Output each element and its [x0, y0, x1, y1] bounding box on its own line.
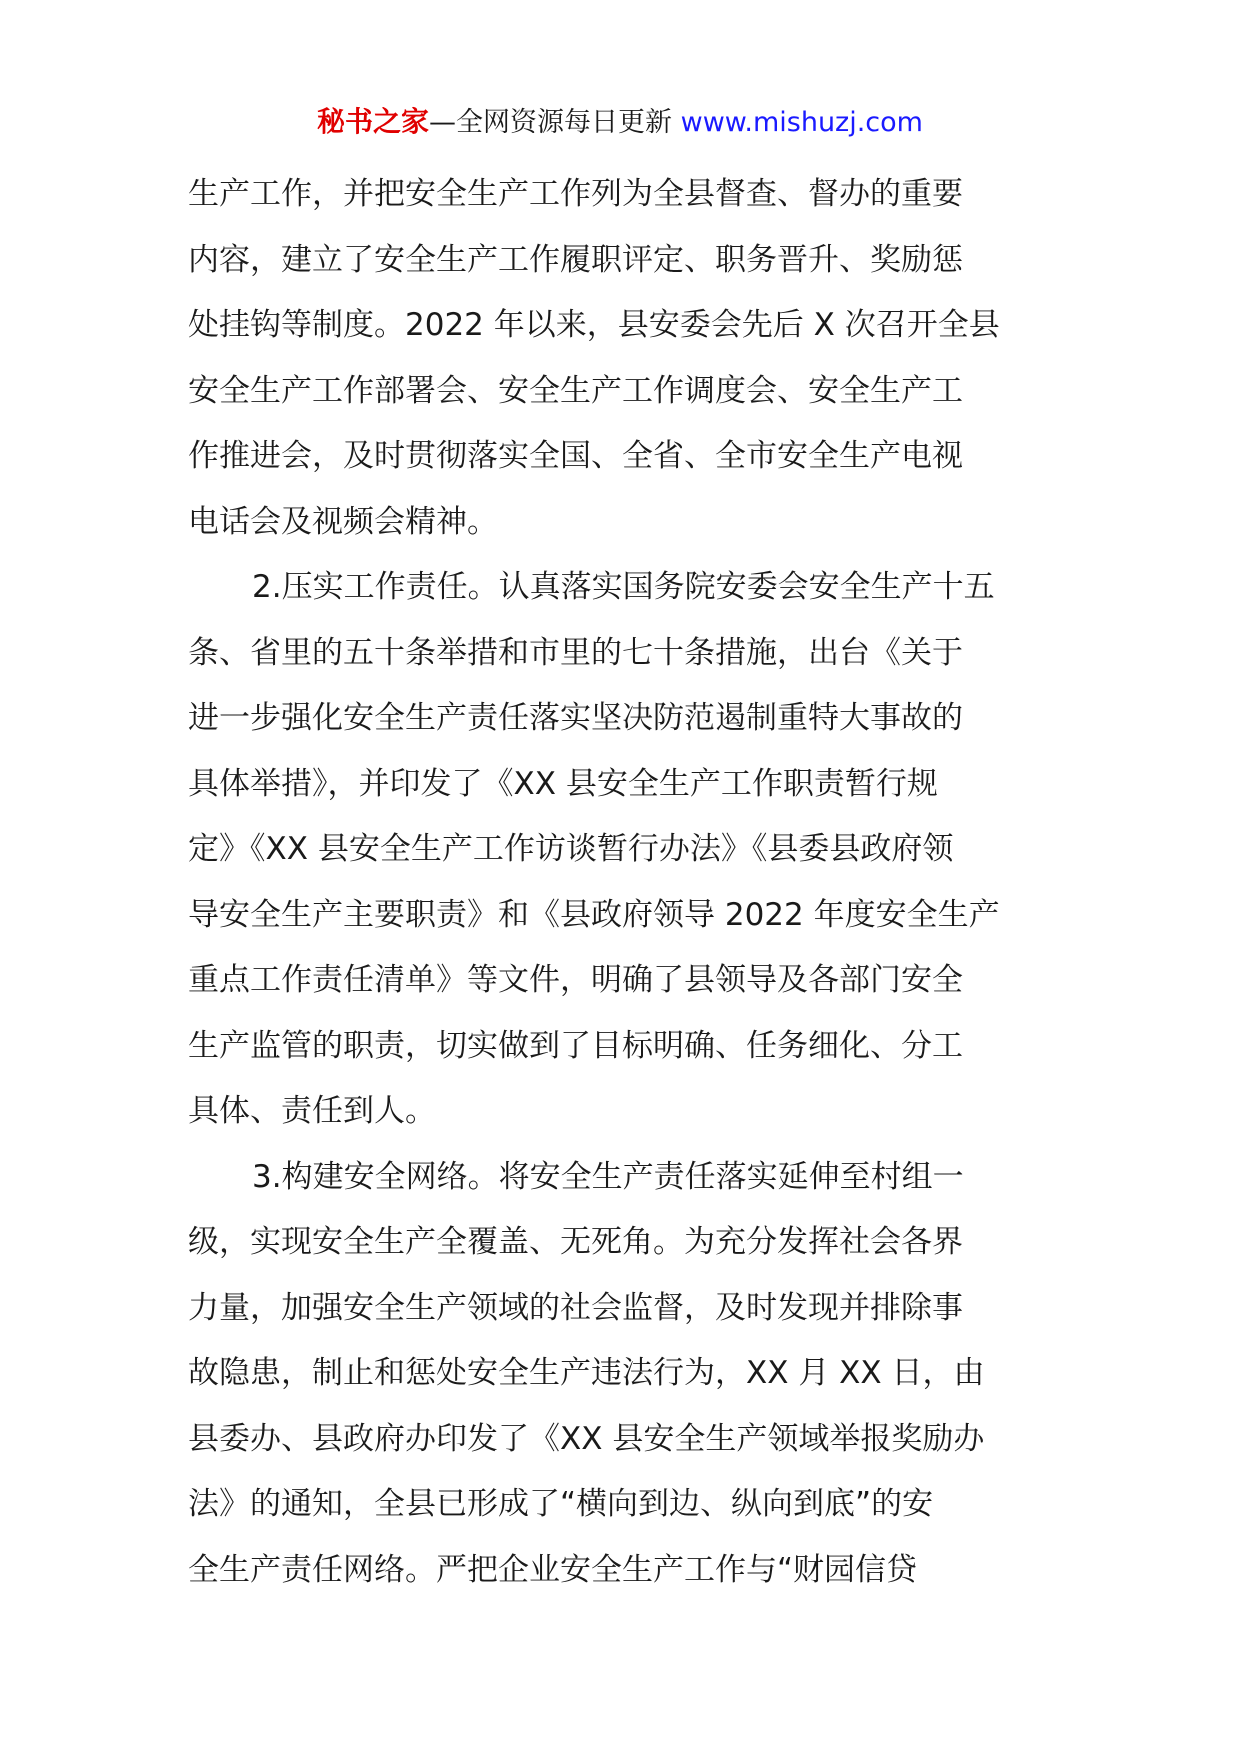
text-line: 导安全生产主要职责》和《县政府领导 2022 年度安全生产	[188, 896, 1000, 933]
site-url-link[interactable]: www.mishuzj.com	[680, 107, 923, 138]
text-line: 法》的通知，全县已形成了“横向到边、纵向到底”的安	[188, 1486, 934, 1522]
text-line: 生产工作，并把安全生产工作列为全县督查、督办的重要	[188, 176, 963, 212]
paragraph-1	[188, 162, 1056, 555]
text-line: 电话会及视频会精神。	[188, 503, 498, 540]
text-line: 故隐患，制止和惩处安全生产违法行为，XX 月 XX 日，由	[188, 1355, 985, 1391]
text-line: 内容，建立了安全生产工作履职评定、职务晋升、奖励惩	[188, 241, 963, 278]
text-line: 具体举措》，并印发了《XX 县安全生产工作职责暂行规	[188, 765, 938, 802]
text-line: 定》《XX 县安全生产工作访谈暂行办法》《县委县政府领	[188, 831, 954, 867]
text-line: 处挂钩等制度。2022 年以来，县安委会先后 X 次召开全县	[188, 307, 1000, 343]
site-brand: 秘书之家	[317, 105, 430, 138]
text-line: 2.压实工作责任。认真落实国务院安委会安全生产十五	[252, 569, 995, 605]
text-line: 具体、责任到人。	[188, 1093, 436, 1129]
document-body	[188, 162, 1056, 1603]
text-line: 力量，加强安全生产领域的社会监督，及时发现并排除事	[188, 1289, 963, 1326]
paragraph-2	[188, 555, 1056, 1145]
text-line: 重点工作责任清单》等文件，明确了县领导及各部门安全	[188, 962, 963, 998]
paragraph-3	[188, 1145, 1056, 1604]
text-line: 级，实现安全生产全覆盖、无死角。为充分发挥社会各界	[188, 1224, 963, 1260]
text-line: 作推进会，及时贯彻落实全国、全省、全市安全生产电视	[188, 438, 963, 474]
site-tagline: —全网资源每日更新	[429, 107, 681, 138]
text-line: 安全生产工作部署会、安全生产工作调度会、安全生产工	[188, 372, 963, 409]
text-line: 全生产责任网络。严把企业安全生产工作与“财园信贷	[188, 1551, 918, 1588]
text-line: 县委办、县政府办印发了《XX 县安全生产领域举报奖励办	[188, 1420, 985, 1457]
page-header	[0, 102, 1240, 143]
text-line: 条、省里的五十条举措和市里的七十条措施，出台《关于	[188, 634, 963, 671]
text-line: 3.构建安全网络。将安全生产责任落实延伸至村组一	[252, 1158, 964, 1195]
text-line: 进一步强化安全生产责任落实坚决防范遏制重特大事故的	[188, 700, 963, 736]
text-line: 生产监管的职责，切实做到了目标明确、任务细化、分工	[188, 1027, 963, 1064]
